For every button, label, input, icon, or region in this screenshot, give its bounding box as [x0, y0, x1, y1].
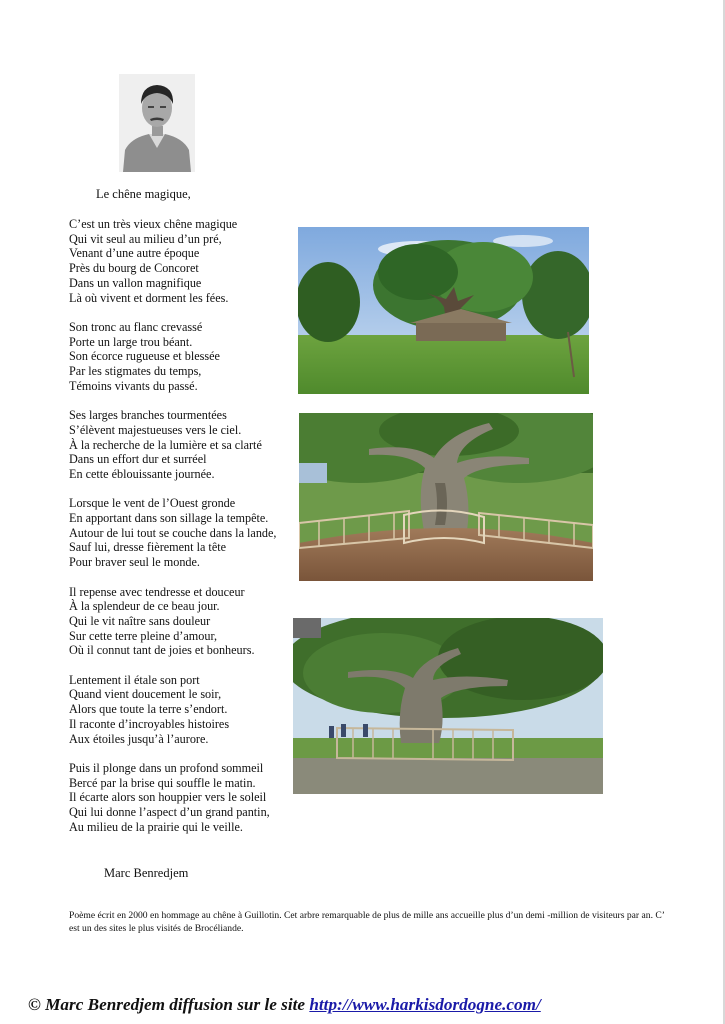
- poem-line: Venant d’une autre époque: [69, 246, 200, 261]
- poem-line: En apportant dans son sillage la tempête.: [69, 511, 269, 526]
- stanza-3: [69, 408, 276, 482]
- poem-line: Lorsque le vent de l’Ouest gronde: [69, 496, 236, 511]
- poem-line: En cette éblouissante journée.: [69, 466, 215, 481]
- site-link[interactable]: http://www.harkisdordogne.com/: [309, 995, 541, 1014]
- copyright-text: © Marc Benredjem diffusion sur le site: [28, 995, 310, 1014]
- author-portrait: [119, 74, 195, 172]
- poem-line: Il raconte d’incroyables histoires: [69, 716, 230, 731]
- poem-line: Autour de lui tout se couche dans la lande,: [69, 525, 277, 540]
- stanza-4: [69, 496, 276, 570]
- poem-line: Près du bourg de Concoret: [69, 261, 199, 276]
- poem-line: Son écorce rugueuse et blessée: [69, 349, 220, 364]
- poem-line: Sur cette terre pleine d’amour,: [69, 628, 218, 643]
- poem-line: Ses larges branches tourmentées: [69, 408, 227, 423]
- poem-line: Sauf lui, dresse fièrement la tête: [69, 540, 227, 555]
- poem-line: S’élèvent majestueuses vers le ciel.: [69, 422, 242, 437]
- poem-line: Témoins vivants du passé.: [69, 378, 198, 393]
- oak-photo-trunk-deck: [299, 413, 593, 581]
- stanza-6: [69, 673, 276, 747]
- poem-line: Pour braver seul le monde.: [69, 555, 200, 570]
- poem-line: Aux étoiles jusqu’à l’aurore.: [69, 731, 209, 746]
- poem-line: Qui le vit naître sans douleur: [69, 613, 211, 628]
- poem-line: Par les stigmates du temps,: [69, 364, 202, 379]
- poem-line: Dans un vallon magnifique: [69, 275, 202, 290]
- poem-line: Il repense avec tendresse et douceur: [69, 584, 245, 599]
- poem-line: C’est un très vieux chêne magique: [69, 217, 238, 231]
- poem-line: Lentement il étale son port: [69, 672, 200, 687]
- dedication-note: Poème écrit en 2000 en hommage au chêne à Guillotin. Cet arbre remarquable de plus de mille ans accueille plus d’un demi -million de visiteurs par an. C’ est un des sites le plus visités de Brocéliande.: [69, 910, 665, 934]
- poem-line: Qui lui donne l’aspect d’un grand pantin,: [69, 805, 270, 820]
- poem-line: À la recherche de la lumière et sa clarté: [69, 437, 262, 452]
- poem-line: Au milieu de la prairie qui le veille.: [69, 819, 243, 834]
- oak-photo-visitors: [293, 618, 603, 794]
- oak-photo-meadow: [298, 227, 589, 394]
- poem-line: Porte un large trou béant.: [69, 334, 193, 349]
- poem-line: Il écarte alors son houppier vers le soleil: [69, 790, 267, 805]
- poem-title: Le chêne magique,: [96, 187, 191, 201]
- stanza-1: [69, 217, 276, 305]
- copyright-footer: [28, 995, 541, 1015]
- poem-body: [69, 217, 276, 849]
- poem-line: Quand vient doucement le soir,: [69, 687, 222, 702]
- stanza-2: [69, 320, 276, 394]
- poem-line: Son tronc au flanc crevassé: [69, 319, 203, 334]
- poem-line: Bercé par la brise qui souffle le matin.: [69, 775, 256, 790]
- poem-line: Où il connut tant de joies et bonheurs.: [69, 643, 255, 658]
- poem-line: Là où vivent et dorment les fées.: [69, 290, 229, 305]
- poem-line: Puis il plonge dans un profond sommeil: [69, 760, 264, 775]
- poem-line: À la splendeur de ce beau jour.: [69, 599, 220, 614]
- poem-signature: Marc Benredjem: [104, 866, 189, 880]
- stanza-7: [69, 761, 276, 835]
- poem-line: Qui vit seul au milieu d’un pré,: [69, 231, 222, 246]
- stanza-5: [69, 585, 276, 659]
- poem-line: Alors que toute la terre s’endort.: [69, 702, 228, 717]
- poem-line: Dans un effort dur et surréel: [69, 452, 207, 467]
